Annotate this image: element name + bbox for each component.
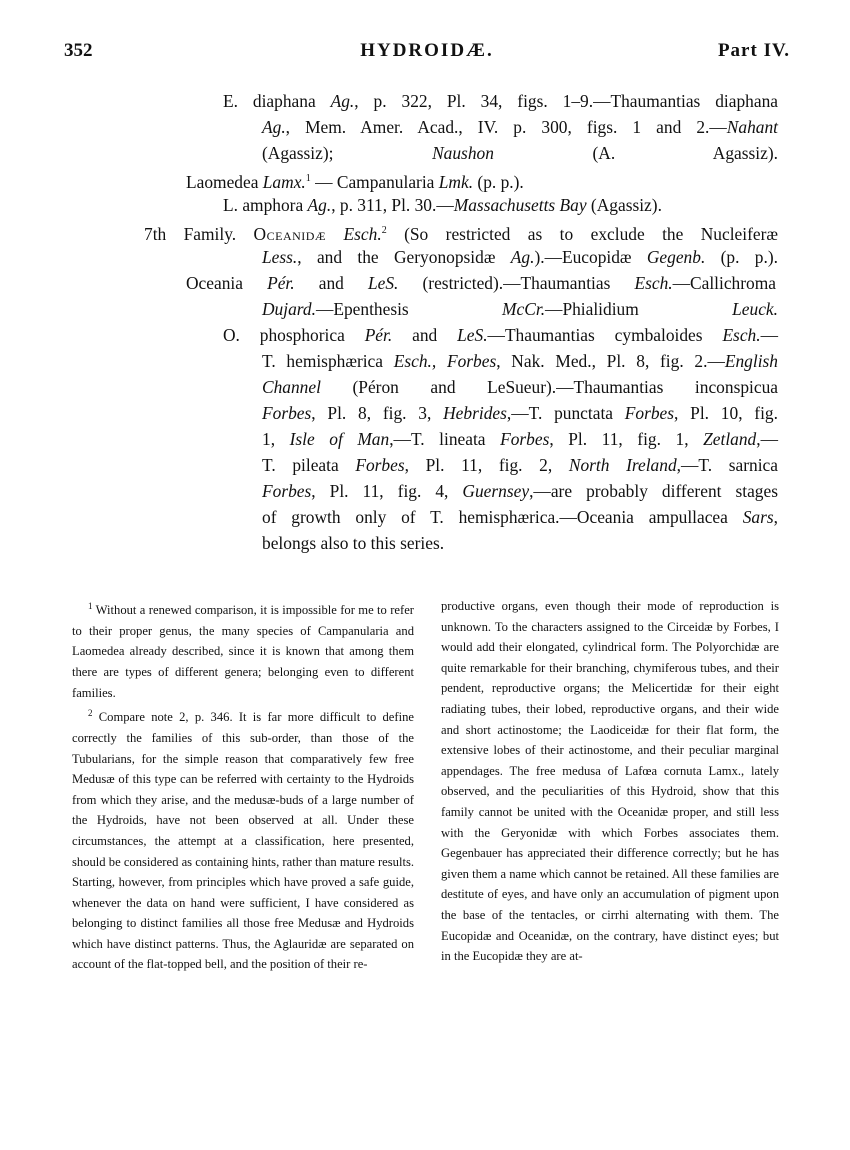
text-line: T. hemisphærica Esch., Forbes, Nak. Med., Pl. 8, fig. 2.—English [262,351,778,371]
text-line: 7th Family. Oceanidæ Esch.$^2$ (So restricted as to exclude the Nucleiferæ [144,223,778,244]
text-line: Less., and the Geryonopsidæ Ag.).—Eucopidæ Gegenb. (p. p.). [262,247,778,267]
text-line: belongs also to this series. [262,533,445,553]
text-line: T. pileata Forbes, Pl. 11, fig. 2, North Ireland,—T. sarnica [262,455,778,475]
text-line: Oceania Pér. and LeS. (restricted).—Thaumantias Esch.—Callichroma [186,273,776,293]
text-line: E. diaphana Ag., p. 322, Pl. 34, figs. 1–9.—Thaumantias diaphana [223,91,778,111]
text-line: Forbes, Pl. 8, fig. 3, Hebrides,—T. punctata Forbes, Pl. 10, fig. [262,403,778,423]
running-title: HYDROIDÆ. [360,40,494,61]
part-label: Part IV. [717,40,790,61]
page-header [64,40,790,66]
text-line: L. amphora Ag., p. 311, Pl. 30.—Massachusetts Bay (Agassiz). [223,195,662,215]
footnote-2-continued: productive organs, even though their mode of reproduction is unknown. To the characters assigned to the Circeidæ by Forbes, I would add their elongated, cylindrical form. The Polyorchidæ are quite remarkable for their branching, chymiferous tubes, and their pendent, reproductive organs; the Melicertidæ for their eight radiating tubes, their lobed, reproductive organs, and their wide and short actinostome; the Laodiceidæ for their flat form, the extensive lobes of their actinostome, and their peculiar marginal appendages. The free medusa of Lafœa cornuta Lamx., lately observed, and the peculiarities of this Hydroid, show that this family cannot be united with the Oceanidæ proper, and still less with the Geryonidæ with which Forbes associates them. Gegenbauer has appreciated their difference correctly; but he has given them a name which cannot be retained. All these families are destitute of eyes, and have only an accumulation of pigment upon the base of the tentacles, or cirrhi alternating with them. The Eucopidæ and Oceanidæ, on the contrary, have distinct eyes; but in the Eucopidæ they are at- [441,599,779,964]
text-line: Channel (Péron and LeSueur).—Thaumantias inconspicua [262,377,778,397]
text-line: 1, Isle of Man,—T. lineata Forbes, Pl. 11, fig. 1, Zetland,— [262,429,778,449]
text-line: O. phosphorica Pér. and LeS.—Thaumantias cymbaloides Esch.— [223,325,778,345]
footnotes-right-column [441,596,779,967]
text-line: of growth only of T. hemisphærica.—Oceania ampullacea Sars, [262,507,778,527]
text-line: Dujard.—Epenthesis McCr.—Phialidium Leuck. [262,299,778,319]
footnote-1: $^1$ Without a renewed comparison, it is impossible for me to refer to their proper genus, the many species of Campanularia and Laomedea already described, since it is known that among them there are types of different genera; belonging even to different families. [72,601,414,700]
text-line: (Agassiz); Naushon (A. Agassiz). [262,143,778,163]
text-line: Forbes, Pl. 11, fig. 4, Guernsey,—are probably different stages [262,481,778,501]
footnotes-left-column [72,596,414,975]
text-line: Ag., Mem. Amer. Acad., IV. p. 300, figs. 1 and 2.—Nahant [262,117,778,137]
page-number: 352 [64,40,93,61]
text-line: Laomedea Lamx.$^1$ — Campanularia Lmk. (p. p.). [186,171,524,192]
footnote-2: $^2$ Compare note 2, p. 346. It is far more difficult to define correctly the families of this sub-order, than those of the Tubularians, for the simple reason that comparatively few free Medusæ of this type can be referred with certainty to the Hydroids from which they arise, and the medusæ-buds of a large number of the Hydroids, have not been observed at all. Under these circumstances, the attempt at a classification, here presented, should be considered as containing hints, rather than mature results. Starting, however, from principles which have proved a safe guide, whenever the data on hand were sufficient, I have considered as belonging to distinct families all those free Medusæ and Hydroids which have distinct patterns. Thus, the Aglauridæ are separated on account of the flat-topped bell, and the position of their re- [72,708,414,972]
